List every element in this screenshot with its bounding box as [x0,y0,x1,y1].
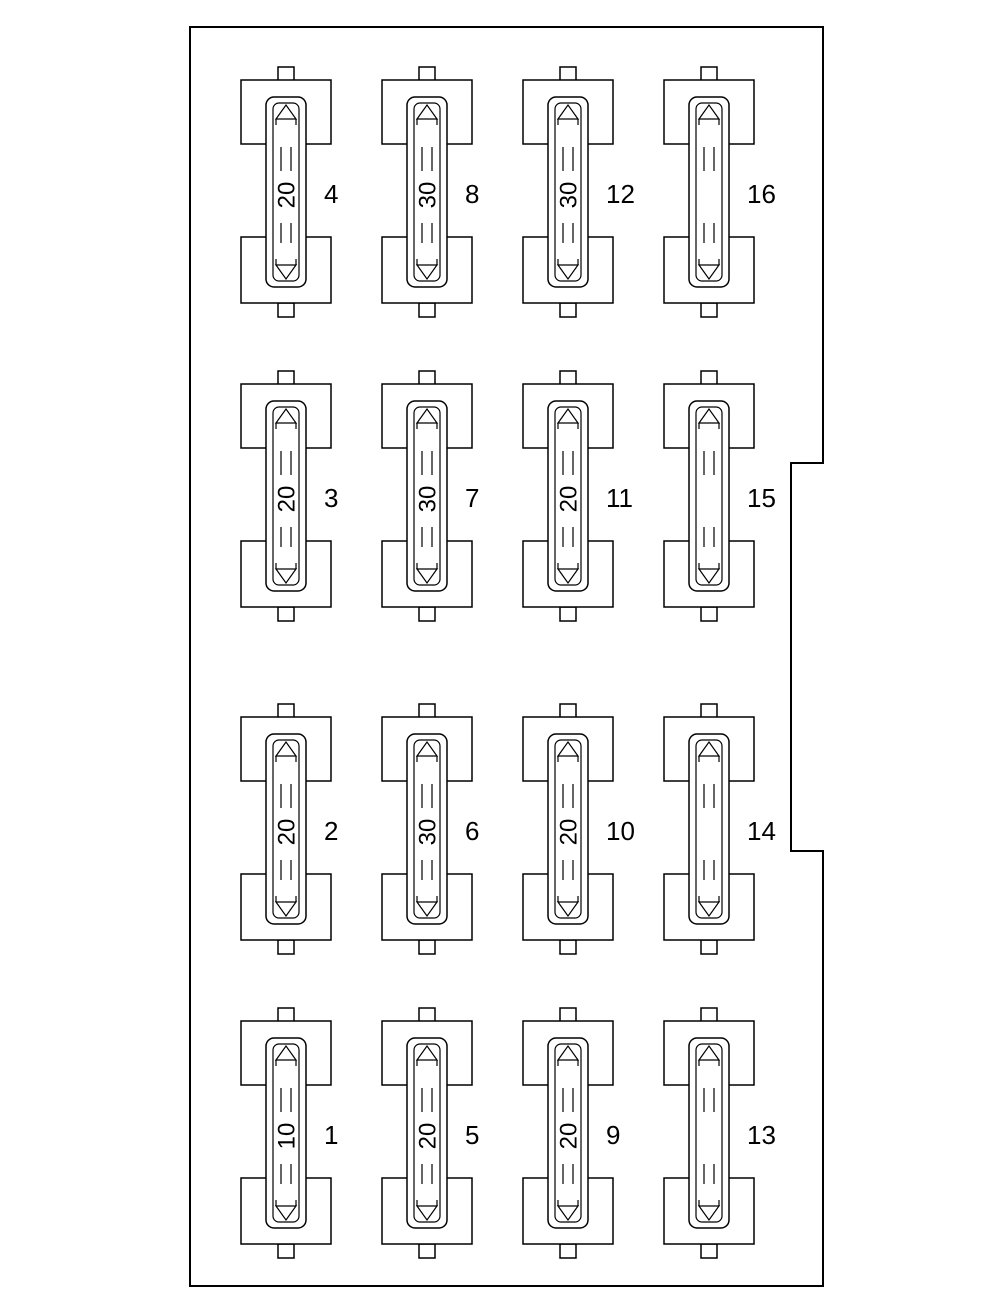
fuse-slot-number: 16 [747,179,776,209]
fuse-slot-number: 12 [606,179,635,209]
fuse-terminal-bottom [560,1244,576,1258]
fuse [382,1008,479,1258]
fuse-slot-number: 2 [324,816,339,846]
fuse-body [689,734,729,924]
fuse-rating-label: 30 [414,485,442,513]
fuse-terminal-bottom [701,940,717,954]
fuse-slot-number: 8 [465,179,480,209]
fuse [241,1008,338,1258]
fuse [241,704,338,954]
fuse-slot-number: 14 [747,816,776,846]
fuse-terminal-bottom [278,1244,294,1258]
fuse [382,371,479,621]
fuse-terminal-bottom [419,303,435,317]
fuse-terminal-top [560,67,576,81]
fuse-slot-number: 5 [465,1120,480,1150]
fuse-terminal-bottom [419,940,435,954]
fuse-slot-number: 13 [747,1120,776,1150]
fuse-slot-number: 15 [747,483,776,513]
fuse-terminal-bottom [419,607,435,621]
fuse-terminal-bottom [278,940,294,954]
fuse [664,371,776,621]
fuse [241,67,338,317]
fuse-rating-label: 20 [555,485,583,513]
fuse-body [689,1038,729,1228]
fuse [523,67,635,317]
fuse-slot-number: 6 [465,816,480,846]
fuse [382,704,479,954]
fuse-terminal-top [278,371,294,385]
fuse-slot-number: 7 [465,483,480,513]
fuse-rating-label: 20 [555,818,583,846]
fuse-terminal-bottom [419,1244,435,1258]
fuse-terminal-top [419,67,435,81]
fuse-rating-label: 20 [273,181,301,209]
fuse-body [689,401,729,591]
fuse [523,704,635,954]
fuse-terminal-top [560,704,576,718]
fuse-rating-label: 20 [273,485,301,513]
fuse-terminal-top [278,67,294,81]
fuse-terminal-bottom [560,303,576,317]
fuse-terminal-top [419,1008,435,1022]
fuse-terminal-bottom [560,607,576,621]
fuse-rating-label: 20 [414,1122,442,1150]
fuse [523,371,633,621]
fuse-terminal-bottom [701,607,717,621]
fuse-rating-label: 30 [414,181,442,209]
fuse [523,1008,620,1258]
fuse-slot-number: 11 [606,483,633,513]
fuse-terminal-top [419,371,435,385]
fuse-terminal-top [419,704,435,718]
fuse-rating-label: 30 [555,181,583,209]
fuse-rating-label: 30 [414,818,442,846]
fuse-terminal-top [278,704,294,718]
fuse-terminal-top [701,67,717,81]
fuse-slot-number: 9 [606,1120,621,1150]
fuse-rating-label: 10 [273,1122,301,1150]
fuse-terminal-top [701,371,717,385]
fuse-rating-label: 20 [273,818,301,846]
fuse [664,67,776,317]
fuse-slot-number: 3 [324,483,339,513]
fuse-terminal-top [701,1008,717,1022]
fuse-slot-number: 10 [606,816,635,846]
fuse-terminal-top [560,371,576,385]
fuse-terminal-bottom [560,940,576,954]
fuse-terminal-top [278,1008,294,1022]
fuse-slot-number: 1 [324,1120,339,1150]
fuse-terminal-bottom [701,1244,717,1258]
fuse-body [689,97,729,287]
fuse [664,704,776,954]
fuse-terminal-top [560,1008,576,1022]
fuse-terminal-bottom [701,303,717,317]
fuse-terminal-bottom [278,607,294,621]
fuse-grid [241,67,776,1258]
fuse-terminal-bottom [278,303,294,317]
fuse-terminal-top [701,704,717,718]
fuse [382,67,479,317]
fuse [241,371,338,621]
fuse [664,1008,776,1258]
fuse-slot-number: 4 [324,179,339,209]
fuse-rating-label: 20 [555,1122,583,1150]
